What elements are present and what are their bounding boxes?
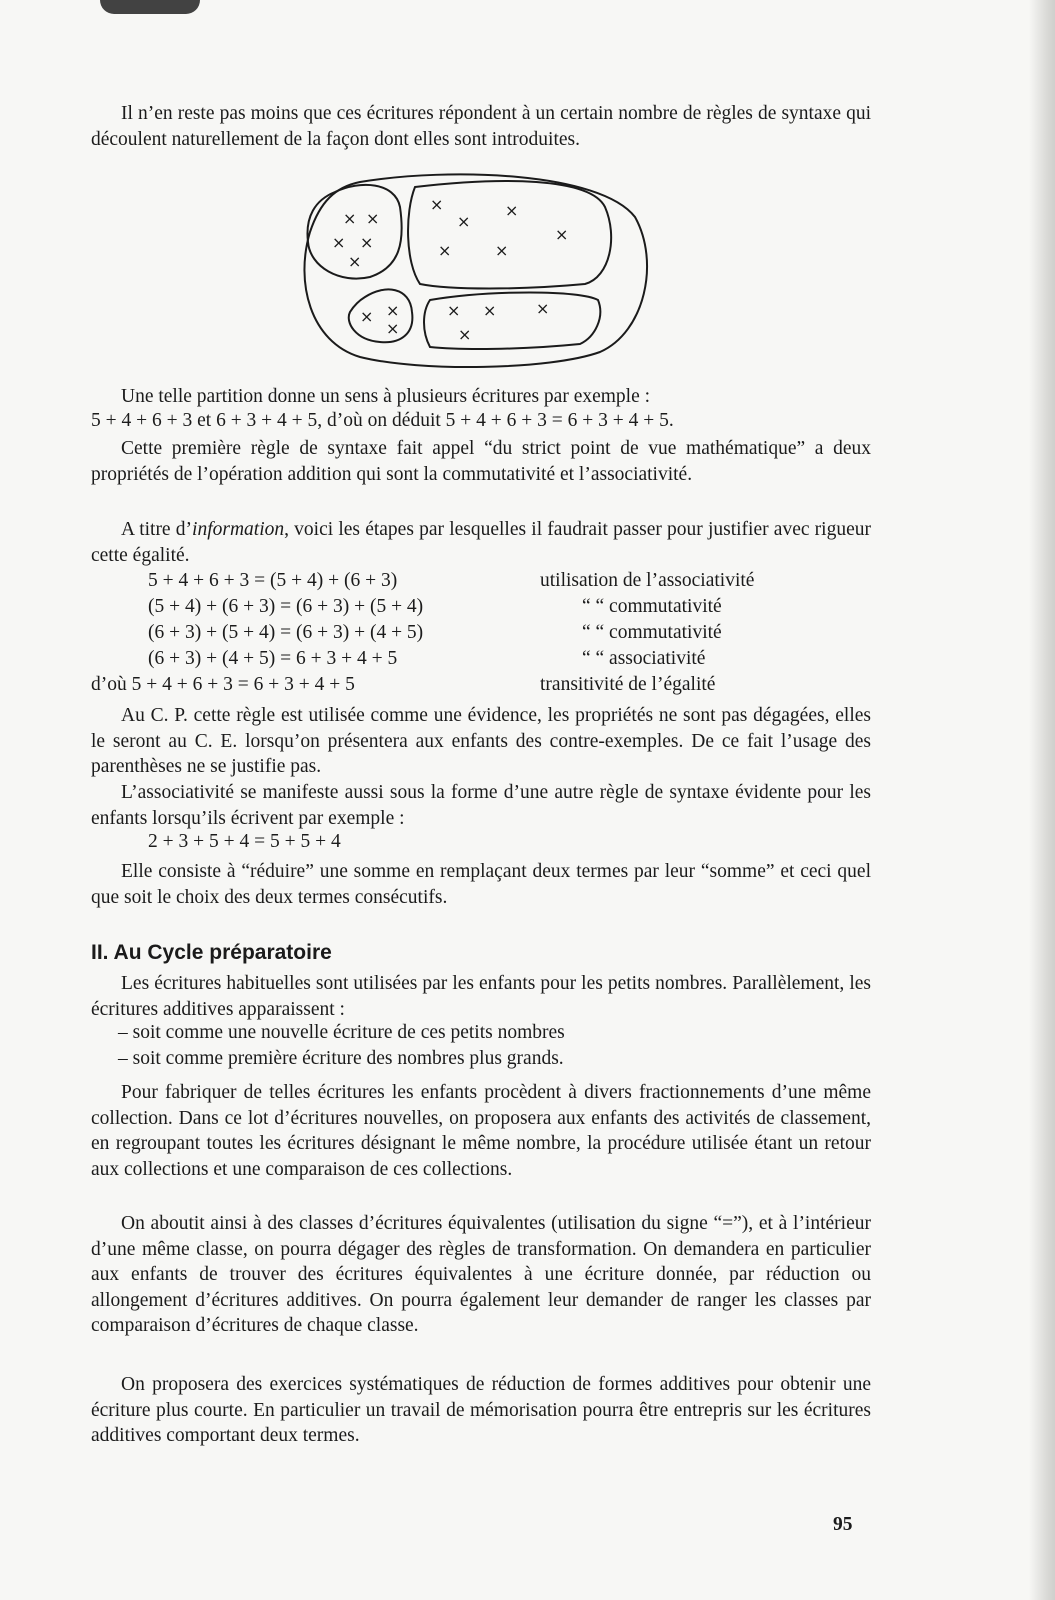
mark: × [430,195,444,214]
step-justification: transitivité de l’égalité [540,674,716,695]
information-block [91,517,871,568]
mark: × [483,301,497,320]
information-paragraph: A titre d’information, voici les étapes par lesquelles il faudrait passer pour justifier avec rigueur cette égalité. [91,519,871,566]
mark: × [348,252,362,271]
first-rule-block [91,436,871,487]
mark: × [447,301,461,320]
step-equation: d’où 5 + 4 + 6 + 3 = 6 + 3 + 4 + 5 [91,674,355,695]
section-title: II. Au Cycle préparatoire [91,941,332,964]
mark: × [536,299,550,318]
scan-smudge [100,0,200,14]
partition-example: 5 + 4 + 6 + 3 et 6 + 3 + 4 + 5, d’où on déduit 5 + 4 + 6 + 3 = 6 + 3 + 4 + 5. [91,410,674,431]
page-edge-shadow [1029,0,1055,1600]
exercises-block [91,1372,871,1449]
mark: × [505,201,519,220]
fabricate-block [91,1080,871,1182]
page-number: 95 [833,1514,853,1535]
step-equation: 5 + 4 + 6 + 3 = (5 + 4) + (6 + 3) [148,570,398,591]
bullet-item: – soit comme première écriture des nombres plus grands. [118,1048,564,1069]
step-equation: (6 + 3) + (4 + 5) = 6 + 3 + 4 + 5 [148,648,398,669]
mark: × [360,307,374,326]
exercises-paragraph: On proposera des exercices systématiques de réduction de formes additives pour obtenir une écriture plus courte. En particulier un travail de mémorisation pourra être entrepris sur les écritures additives comportant deux termes. [91,1374,871,1446]
mark: × [332,233,346,252]
mark: × [438,241,452,260]
classes-paragraph: On aboutit ainsi à des classes d’écritures équivalentes (utilisation du signe “=”), et à l’intérieur d’une même classe, on pourra dégager des règles de transformation. On demandera en particulier aux enfants de trouver des écritures équivalentes à une écriture donnée, par réduction ou allongement d’écritures additives. On pourra également leur demander de ranger les classes par comparaison d’écritures de chaque classe. [91,1213,871,1336]
classes-block [91,1211,871,1339]
mark: × [555,225,569,244]
step-justification: “ “ associativité [582,648,706,669]
information-word: information [192,519,285,540]
mark: × [495,241,509,260]
step-justification: utilisation de l’associativité [540,570,755,591]
mark: × [366,209,380,228]
mark: × [343,209,357,228]
mark: × [386,319,400,338]
bullet-item: – soit comme une nouvelle écriture de ces petits nombres [118,1022,565,1043]
cp-block [91,703,871,780]
mark: × [360,233,374,252]
cp-paragraph: Au C. P. cette règle est utilisée comme une évidence, les propriétés ne sont pas dégagées, elles le seront au C. E. lorsqu’on présentera aux enfants des contre-exemples. De ce fait l’usage des parenthèses ne se justifie pas. [91,705,871,777]
partition-text: Une telle partition donne un sens à plusieurs écritures par exemple : [121,386,651,407]
intro-paragraph: Il n’en reste pas moins que ces écritures répondent à un certain nombre de règles de syntaxe qui découlent naturellement de la façon dont elles sont introduites. [91,103,871,150]
usual-paragraph: Les écritures habituelles sont utilisées par les enfants pour les petits nombres. Parallèlement, les écritures additives apparaissent : [91,973,871,1020]
first-rule-paragraph: Cette première règle de syntaxe fait appel “du strict point de vue mathématique” a deux propriétés de l’opération addition qui sont la commutativité et l’associativité. [91,438,871,485]
reduce-block [91,859,871,910]
intro-block [91,101,871,152]
assoc-paragraph: L’associativité se manifeste aussi sous la forme d’une autre règle de syntaxe évidente pour les enfants lorsqu’ils écrivent par exemple : [91,782,871,829]
step-equation: (6 + 3) + (5 + 4) = (6 + 3) + (4 + 5) [148,622,424,643]
assoc-example: 2 + 3 + 5 + 4 = 5 + 5 + 4 [148,831,341,852]
reduce-paragraph: Elle consiste à “réduire” une somme en remplaçant deux termes par leur “somme” et ceci quel que soit le choix des deux termes consécutifs. [91,861,871,908]
usual-block [91,971,871,1022]
step-justification: “ “ commutativité [582,622,722,643]
assoc-block [91,780,871,831]
step-justification: “ “ commutativité [582,596,722,617]
step-equation: (5 + 4) + (6 + 3) = (6 + 3) + (5 + 4) [148,596,424,617]
subset-bottom-left [349,289,413,342]
partition-diagram [300,172,660,372]
partition-block [91,384,871,410]
mark: × [458,325,472,344]
mark: × [386,301,400,320]
mark: × [457,212,471,231]
fabricate-paragraph: Pour fabriquer de telles écritures les enfants procèdent à divers fractionnements d’une même collection. Dans ce lot d’écritures nouvelles, on proposera aux enfants des activités de classement, en regroupant toutes les écritures désignant le même nombre, la procédure utilisée étant un retour aux collections et une comparaison de ces collections. [91,1082,871,1180]
